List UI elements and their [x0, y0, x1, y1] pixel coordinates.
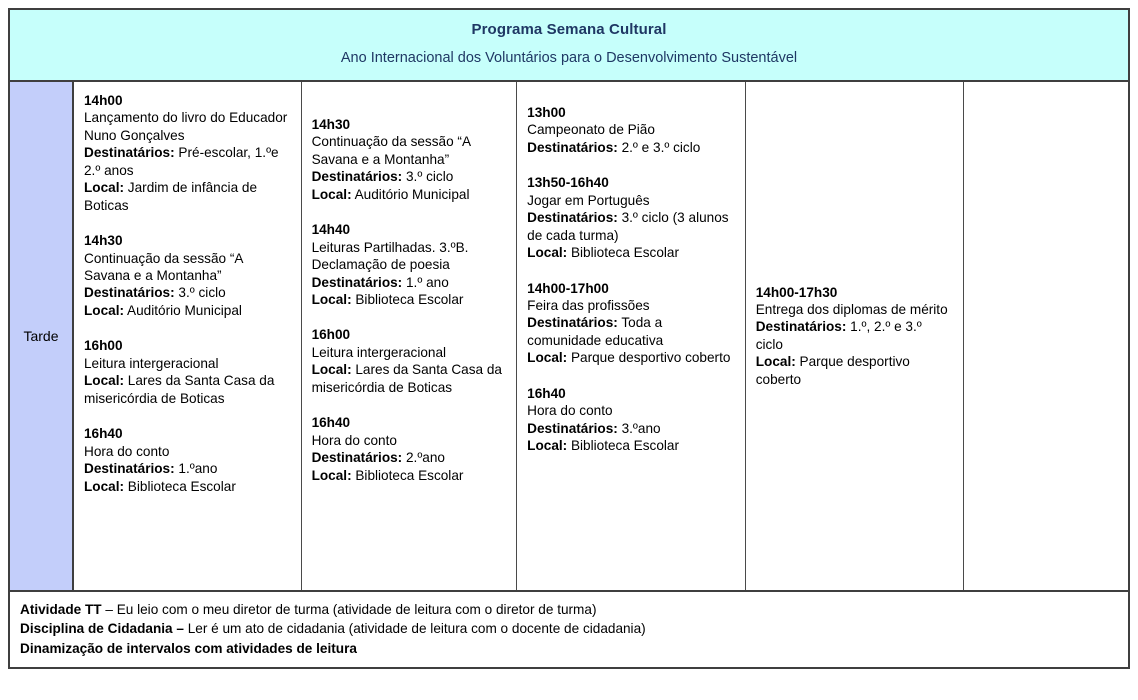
event-description: Hora do conto [527, 403, 613, 419]
event-place: Local: Parque desportivo coberto [755, 354, 910, 387]
footer-note-label: Atividade TT [20, 601, 102, 617]
event-time: 16h40 [527, 385, 566, 401]
event-time: 14h30 [311, 116, 351, 132]
event-audience-label: Destinatários: [527, 210, 618, 226]
event-place: Local: Lares da Santa Casa da misericórdia de Boticas [311, 362, 502, 395]
event-place: Local: Biblioteca Escolar [527, 438, 680, 454]
event-place-label: Local: [311, 186, 352, 202]
footer-note-line [20, 639, 1118, 658]
event-entry [84, 425, 290, 495]
event-audience: Destinatários: 3.º ciclo [311, 169, 454, 185]
event-audience: Destinatários: 1.ºano [84, 461, 218, 477]
event-audience-label: Destinatários: [755, 319, 847, 335]
event-entry [84, 232, 290, 319]
event-time: 14h00-17h00 [527, 280, 609, 296]
page-title: Programa Semana Cultural [471, 21, 667, 38]
footer-notes [10, 592, 1128, 667]
event-place-label: Local: [311, 467, 352, 483]
footer-note-line: Atividade TT – Eu leio com o meu diretor de turma (atividade de leitura com o diretor de turma) [20, 601, 597, 617]
event-audience: Destinatários: 1.º, 2.º e 3.º ciclo [755, 319, 922, 352]
event-entry [312, 221, 506, 308]
event-time: 14h00-17h30 [755, 284, 838, 300]
schedule-column-5 [964, 82, 1128, 590]
footer-note-line: Disciplina de Cidadania – Ler é um ato de cidadania (atividade de leitura com o docente de cidadania) [20, 621, 646, 637]
page-subtitle: Ano Internacional dos Voluntários para o Desenvolvimento Sustentável [340, 50, 798, 67]
event-place-label: Local: [84, 373, 125, 389]
event-description: Jogar em Português [527, 192, 650, 208]
event-time: 14h00 [84, 92, 123, 108]
event-place: Local: Biblioteca Escolar [311, 467, 464, 483]
schedule-row [10, 82, 1128, 592]
event-audience: Destinatários: 2.ºano [311, 450, 445, 466]
event-place-label: Local: [311, 362, 352, 378]
event-audience-label: Destinatários: [84, 461, 175, 477]
event-place-label: Local: [527, 245, 568, 261]
event-audience: Destinatários: Pré-escolar, 1.ºe 2.º anos [84, 145, 279, 178]
period-label-cell [10, 82, 74, 590]
event-place-label: Local: [527, 350, 568, 366]
event-audience-label: Destinatários: [84, 145, 175, 161]
event-description: Leitura intergeracional [311, 344, 447, 360]
event-time: 13h50-16h40 [527, 175, 609, 191]
event-list-3 [527, 104, 734, 455]
event-time: 16h40 [311, 415, 351, 431]
event-audience-label: Destinatários: [311, 169, 403, 185]
event-entry [527, 280, 734, 367]
event-entry [84, 337, 290, 407]
event-place-label: Local: [311, 292, 352, 307]
schedule-column-1 [74, 82, 302, 590]
event-time: 14h40 [311, 222, 351, 238]
event-description: Hora do conto [84, 443, 170, 459]
event-place: Local: Biblioteca Escolar [84, 478, 236, 494]
event-list-1 [84, 92, 290, 495]
event-entry [527, 104, 734, 156]
event-audience-label: Destinatários: [527, 315, 618, 331]
event-place: Local: Biblioteca Escolar [311, 292, 464, 307]
event-entry [527, 174, 734, 261]
event-audience-label: Destinatários: [527, 420, 618, 436]
schedule-column-4 [746, 82, 965, 590]
program-table [8, 8, 1130, 669]
event-audience: Destinatários: 1.º ano [311, 274, 449, 290]
event-time: 16h40 [84, 426, 123, 442]
event-list-2 [312, 116, 506, 484]
event-description: Lançamento do livro do Educador Nuno Gonçalves [84, 110, 288, 143]
event-entry [756, 284, 953, 389]
event-audience-label: Destinatários: [311, 274, 403, 290]
event-time: 16h00 [84, 338, 123, 354]
event-place-label: Local: [755, 354, 796, 370]
event-description: Leituras Partilhadas. 3.ºB. Declamação de poesia [311, 239, 469, 273]
event-audience: Destinatários: 2.º e 3.º ciclo [527, 139, 701, 155]
event-audience: Destinatários: Toda a comunidade educativa [527, 315, 664, 348]
event-audience: Destinatários: 3.º ciclo [84, 285, 226, 301]
event-list-4 [756, 284, 953, 389]
event-audience: Destinatários: 3.º ciclo (3 alunos de cada turma) [527, 210, 729, 243]
footer-note-label: Disciplina de Cidadania – [20, 621, 184, 637]
schedule-column-3 [517, 82, 746, 590]
event-place: Local: Jardim de infância de Boticas [84, 180, 258, 213]
event-description: Feira das profissões [527, 298, 650, 313]
program-header [10, 10, 1128, 82]
period-label: Tarde [23, 327, 59, 344]
event-audience-label: Destinatários: [527, 139, 618, 155]
event-description: Campeonato de Pião [527, 122, 655, 138]
event-place: Local: Auditório Municipal [311, 186, 470, 202]
event-description: Leitura intergeracional [84, 355, 219, 371]
event-place: Local: Lares da Santa Casa da misericórdia de Boticas [84, 373, 275, 406]
event-place-label: Local: [84, 478, 125, 494]
event-entry [527, 385, 734, 455]
event-description: Entrega dos diplomas de mérito [755, 302, 948, 318]
event-audience: Destinatários: 3.ºano [527, 420, 661, 436]
event-entry [312, 414, 506, 484]
event-place-label: Local: [84, 180, 125, 196]
event-time: 16h00 [311, 327, 351, 343]
event-audience-label: Destinatários: [84, 285, 175, 301]
footer-note-label: Dinamização de intervalos com atividades de leitura [20, 640, 357, 656]
event-place: Local: Parque desportivo coberto [527, 350, 731, 366]
event-entry [312, 116, 506, 203]
event-entry [84, 92, 290, 214]
event-place: Local: Auditório Municipal [84, 302, 242, 318]
event-time: 13h00 [527, 104, 566, 120]
event-entry [312, 326, 506, 396]
event-description: Continuação da sessão “A Savana e a Montanha” [311, 134, 471, 167]
event-audience-label: Destinatários: [311, 450, 403, 466]
event-time: 14h30 [84, 233, 123, 249]
event-place-label: Local: [84, 302, 125, 318]
event-description: Continuação da sessão “A Savana e a Montanha” [84, 250, 243, 283]
event-place-label: Local: [527, 438, 568, 454]
schedule-column-2 [302, 82, 518, 590]
event-description: Hora do conto [311, 432, 397, 448]
event-place: Local: Biblioteca Escolar [527, 245, 680, 261]
